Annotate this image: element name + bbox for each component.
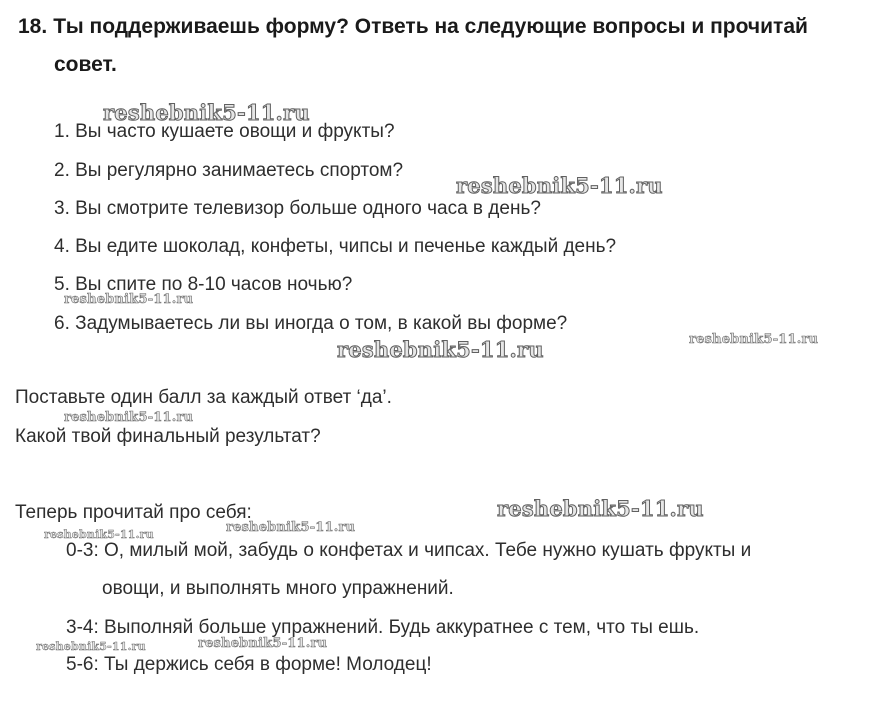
result-0-3-line2: овощи, и выполнять много упражнений. xyxy=(102,578,454,599)
scoring-instruction: Поставьте один балл за каждый ответ ‘да’. xyxy=(15,387,392,408)
watermark: reshebnik5-11.ru xyxy=(36,640,146,653)
watermark: reshebnik5-11.ru xyxy=(689,332,819,347)
task-title-text: Ты поддерживаешь форму? Ответь на следующие вопросы и прочитай xyxy=(53,15,808,38)
watermark: reshebnik5-11.ru xyxy=(64,292,194,307)
result-0-3-line1: 0-3: О, милый мой, забудь о конфетах и чипсах. Тебе нужно кушать фрукты и xyxy=(66,540,752,561)
result-5-6: 5-6: Ты держись себя в форме! Молодец! xyxy=(66,654,432,675)
task-title-continuation: совет. xyxy=(54,53,117,76)
question-3: 3. Вы смотрите телевизор больше одного часа в день? xyxy=(54,198,541,219)
question-2: 2. Вы регулярно занимаетесь спортом? xyxy=(54,160,404,181)
task-number: 18. xyxy=(18,15,48,38)
watermark: reshebnik5-11.ru xyxy=(198,636,328,651)
watermark: reshebnik5-11.ru xyxy=(103,100,310,125)
watermark: reshebnik5-11.ru xyxy=(44,528,154,541)
task-title xyxy=(18,8,874,46)
watermark: reshebnik5-11.ru xyxy=(497,496,704,521)
scoring-question: Какой твой финальный результат? xyxy=(15,426,321,447)
question-1: 1. Вы часто кушаете овощи и фрукты? xyxy=(54,121,395,142)
watermark: reshebnik5-11.ru xyxy=(456,173,663,198)
watermark: reshebnik5-11.ru xyxy=(337,337,544,362)
watermark: reshebnik5-11.ru xyxy=(64,410,194,425)
question-4: 4. Вы едите шоколад, конфеты, чипсы и печенье каждый день? xyxy=(54,236,617,257)
question-5: 5. Вы спите по 8-10 часов ночью? xyxy=(54,274,353,295)
watermark: reshebnik5-11.ru xyxy=(226,520,356,535)
question-6: 6. Задумываетесь ли вы иногда о том, в какой вы форме? xyxy=(54,313,568,334)
results-heading: Теперь прочитай про себя: xyxy=(15,502,252,523)
result-3-4: 3-4: Выполняй больше упражнений. Будь аккуратнее с тем, что ты ешь. xyxy=(66,617,700,638)
